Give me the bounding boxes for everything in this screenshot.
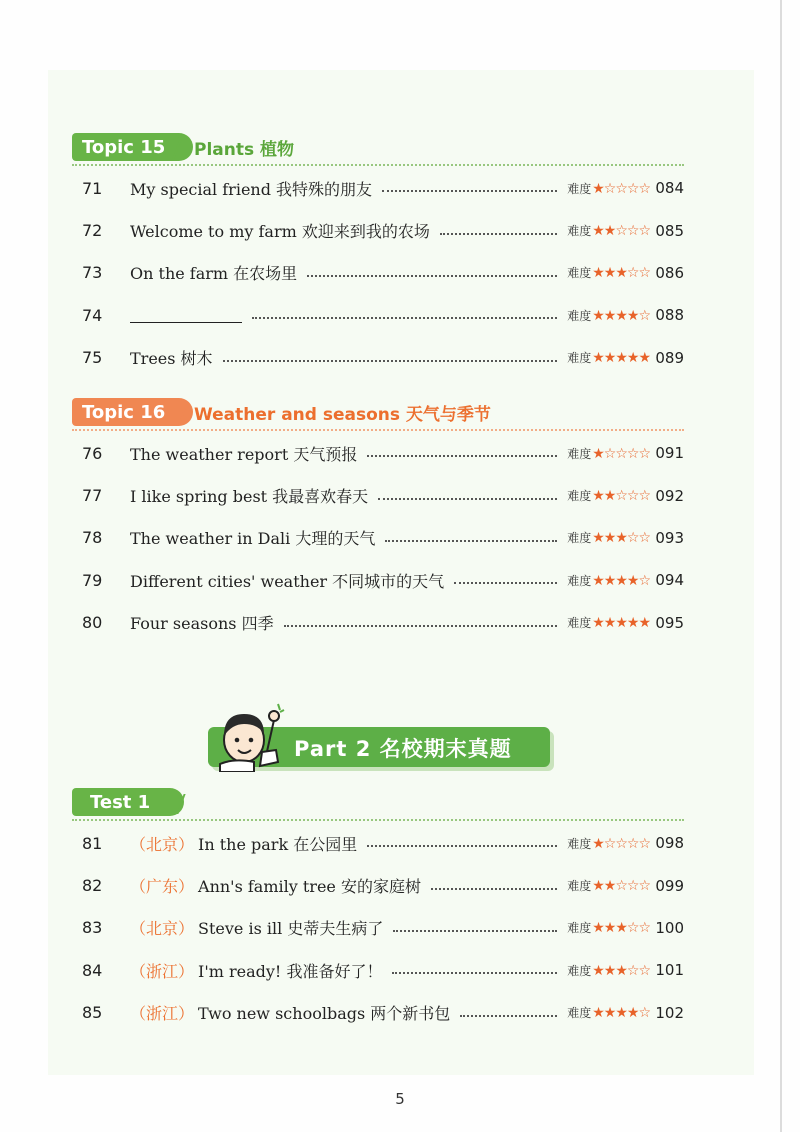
section-title: Weather and seasons 天气与季节 [194, 405, 491, 425]
star-rating-icon: ★★★☆☆ [592, 265, 650, 282]
star-rating-icon: ★★★☆☆ [592, 530, 650, 547]
toc-row[interactable] [72, 252, 684, 294]
region-tag: （北京） [130, 919, 195, 939]
toc-row[interactable] [72, 167, 684, 209]
star-rating-icon: ★★☆☆☆ [592, 488, 650, 505]
difficulty [567, 445, 650, 462]
difficulty [567, 307, 650, 324]
page-ref[interactable]: 086 [655, 263, 684, 282]
difficulty-label: 难度 [567, 921, 592, 936]
lesson-number: 85 [82, 1003, 103, 1023]
star-rating-icon: ★★★☆☆ [592, 962, 650, 979]
difficulty [567, 349, 650, 366]
lesson-title[interactable]: The weather report 天气预报 [130, 444, 358, 464]
star-rating-icon: ★★★★★ [592, 350, 650, 367]
dot-leader [252, 317, 557, 319]
page-ref[interactable]: 084 [655, 179, 684, 198]
difficulty [567, 487, 650, 504]
page-ref[interactable]: 089 [655, 348, 684, 367]
page-ref[interactable]: 102 [655, 1003, 684, 1022]
dot-leader [378, 498, 557, 500]
lesson-title[interactable]: Welcome to my farm 欢迎来到我的农场 [130, 222, 430, 242]
difficulty-label: 难度 [567, 616, 592, 631]
lesson-title[interactable]: Ann's family tree 安的家庭树 [198, 877, 421, 897]
lesson-title[interactable]: Four seasons 四季 [130, 614, 274, 634]
lesson-number: 80 [82, 613, 103, 633]
difficulty-label: 难度 [567, 489, 592, 504]
star-rating-icon: ★★★☆☆ [592, 920, 650, 937]
difficulty-label: 难度 [567, 1006, 592, 1021]
lesson-title[interactable]: The weather in Dali 大理的天气 [130, 529, 376, 549]
lesson-title[interactable]: I'm ready! 我准备好了！ [198, 961, 383, 981]
toc-row[interactable] [72, 602, 684, 644]
page-number: 5 [395, 1090, 405, 1108]
section-tab[interactable]: Topic 15 [72, 133, 193, 161]
section-test-1 [72, 788, 684, 1034]
page-ref[interactable]: 094 [655, 571, 684, 590]
star-rating-icon: ★★★★☆ [592, 572, 650, 589]
difficulty-label: 难度 [567, 181, 592, 196]
star-rating-icon: ★★★★★ [592, 615, 650, 632]
difficulty-label: 难度 [567, 224, 592, 239]
difficulty [567, 264, 650, 281]
toc-row[interactable] [72, 559, 684, 601]
lesson-number: 73 [82, 263, 103, 283]
toc-row[interactable] [72, 992, 684, 1034]
page-edge [780, 0, 782, 1132]
toc-row[interactable] [72, 432, 684, 474]
lesson-number: 82 [82, 876, 103, 896]
dot-leader [431, 888, 557, 890]
section-divider [72, 429, 684, 431]
difficulty-label: 难度 [567, 531, 592, 546]
page-ref[interactable]: 098 [655, 834, 684, 853]
lesson-list [72, 167, 684, 379]
star-rating-icon: ★☆☆☆☆ [592, 180, 650, 197]
section-tab[interactable]: Topic 16 [72, 398, 193, 426]
dot-leader [284, 625, 558, 627]
star-rating-icon: ★★★★☆ [592, 307, 650, 324]
lesson-number: 77 [82, 486, 103, 506]
difficulty [567, 877, 650, 894]
toc-row[interactable] [72, 337, 684, 379]
dot-leader [367, 845, 557, 847]
difficulty [567, 919, 650, 936]
dot-leader [392, 972, 557, 974]
section-tab[interactable]: Test 1 [72, 788, 184, 816]
lesson-title[interactable]: Two new schoolbags 两个新书包 [198, 1004, 451, 1024]
difficulty [567, 835, 650, 852]
section-divider [72, 164, 684, 166]
section-topic-15 [72, 133, 684, 379]
dot-leader [382, 190, 557, 192]
difficulty [567, 1004, 650, 1021]
dot-leader [223, 360, 558, 362]
difficulty-label: 难度 [567, 573, 592, 588]
star-rating-icon: ★★☆☆☆ [592, 223, 650, 240]
lesson-title[interactable]: On the farm 在农场里 [130, 264, 298, 284]
toc-row[interactable] [72, 474, 684, 516]
page-ref[interactable]: 099 [655, 876, 684, 895]
star-rating-icon: ★☆☆☆☆ [592, 835, 650, 852]
region-tag: （浙江） [130, 1004, 195, 1024]
lesson-number: 83 [82, 918, 103, 938]
lesson-title[interactable]: I like spring best 我最喜欢春天 [130, 487, 369, 507]
section-title: Plants 植物 [194, 140, 295, 160]
part-title: Part 2 名校期末真题 [294, 737, 512, 761]
dot-leader [460, 1015, 557, 1017]
section-header [72, 398, 684, 432]
toc-row[interactable] [72, 294, 684, 336]
page-ref[interactable]: 093 [655, 528, 684, 547]
dot-leader [385, 540, 557, 542]
toc-row[interactable] [72, 907, 684, 949]
lesson-number: 78 [82, 528, 103, 548]
section-header [72, 788, 684, 822]
difficulty-label: 难度 [567, 963, 592, 978]
toc-row[interactable] [72, 517, 684, 559]
page-ref[interactable]: 100 [655, 918, 684, 937]
difficulty [567, 572, 650, 589]
page-ref[interactable]: 092 [655, 486, 684, 505]
difficulty [567, 962, 650, 979]
lesson-title[interactable]: Different cities' weather 不同城市的天气 [130, 571, 445, 591]
dot-leader [367, 455, 557, 457]
lesson-title[interactable]: Trees 树木 [130, 349, 213, 369]
lesson-number: 75 [82, 348, 103, 368]
dot-leader [454, 582, 557, 584]
blank-title-line [130, 308, 242, 323]
page-ref[interactable]: 088 [655, 306, 684, 325]
lesson-number: 84 [82, 960, 103, 980]
difficulty-label: 难度 [567, 879, 592, 894]
dot-leader [307, 275, 557, 277]
lesson-title[interactable]: In the park 在公园里 [198, 834, 358, 854]
lesson-number: 72 [82, 221, 103, 241]
difficulty [567, 529, 650, 546]
lesson-list [72, 822, 684, 1034]
difficulty-label: 难度 [567, 266, 592, 281]
lesson-number: 74 [82, 305, 103, 325]
section-topic-16 [72, 398, 684, 644]
page-ref[interactable]: 085 [655, 221, 684, 240]
toc-row[interactable] [72, 949, 684, 991]
region-tag: （浙江） [130, 961, 195, 981]
part-banner [208, 700, 568, 778]
section-divider [72, 819, 684, 821]
lesson-number: 76 [82, 443, 103, 463]
lesson-title[interactable]: Steve is ill 史蒂夫生病了 [198, 919, 384, 939]
difficulty-label: 难度 [567, 446, 592, 461]
star-rating-icon: ★★★★☆ [592, 1005, 650, 1022]
page-ref[interactable]: 091 [655, 444, 684, 463]
boy-mascot-icon [214, 700, 286, 772]
difficulty-label: 难度 [567, 308, 592, 323]
toc-row[interactable] [72, 822, 684, 864]
region-tag: （广东） [130, 877, 195, 897]
difficulty [567, 614, 650, 631]
difficulty [567, 222, 650, 239]
difficulty-label: 难度 [567, 351, 592, 366]
lesson-number: 79 [82, 570, 103, 590]
toc-row[interactable] [72, 209, 684, 251]
difficulty-label: 难度 [567, 836, 592, 851]
star-rating-icon: ★★☆☆☆ [592, 878, 650, 895]
section-header [72, 133, 684, 167]
lesson-number: 71 [82, 178, 103, 198]
toc-row[interactable] [72, 864, 684, 906]
star-rating-icon: ★☆☆☆☆ [592, 445, 650, 462]
lesson-title[interactable]: My special friend 我特殊的朋友 [130, 179, 373, 199]
page-ref[interactable]: 101 [655, 961, 684, 980]
lesson-list [72, 432, 684, 644]
page-ref[interactable]: 095 [655, 613, 684, 632]
region-tag: （北京） [130, 834, 195, 854]
difficulty [567, 180, 650, 197]
lesson-number: 81 [82, 833, 103, 853]
dot-leader [440, 233, 557, 235]
dot-leader [393, 930, 557, 932]
